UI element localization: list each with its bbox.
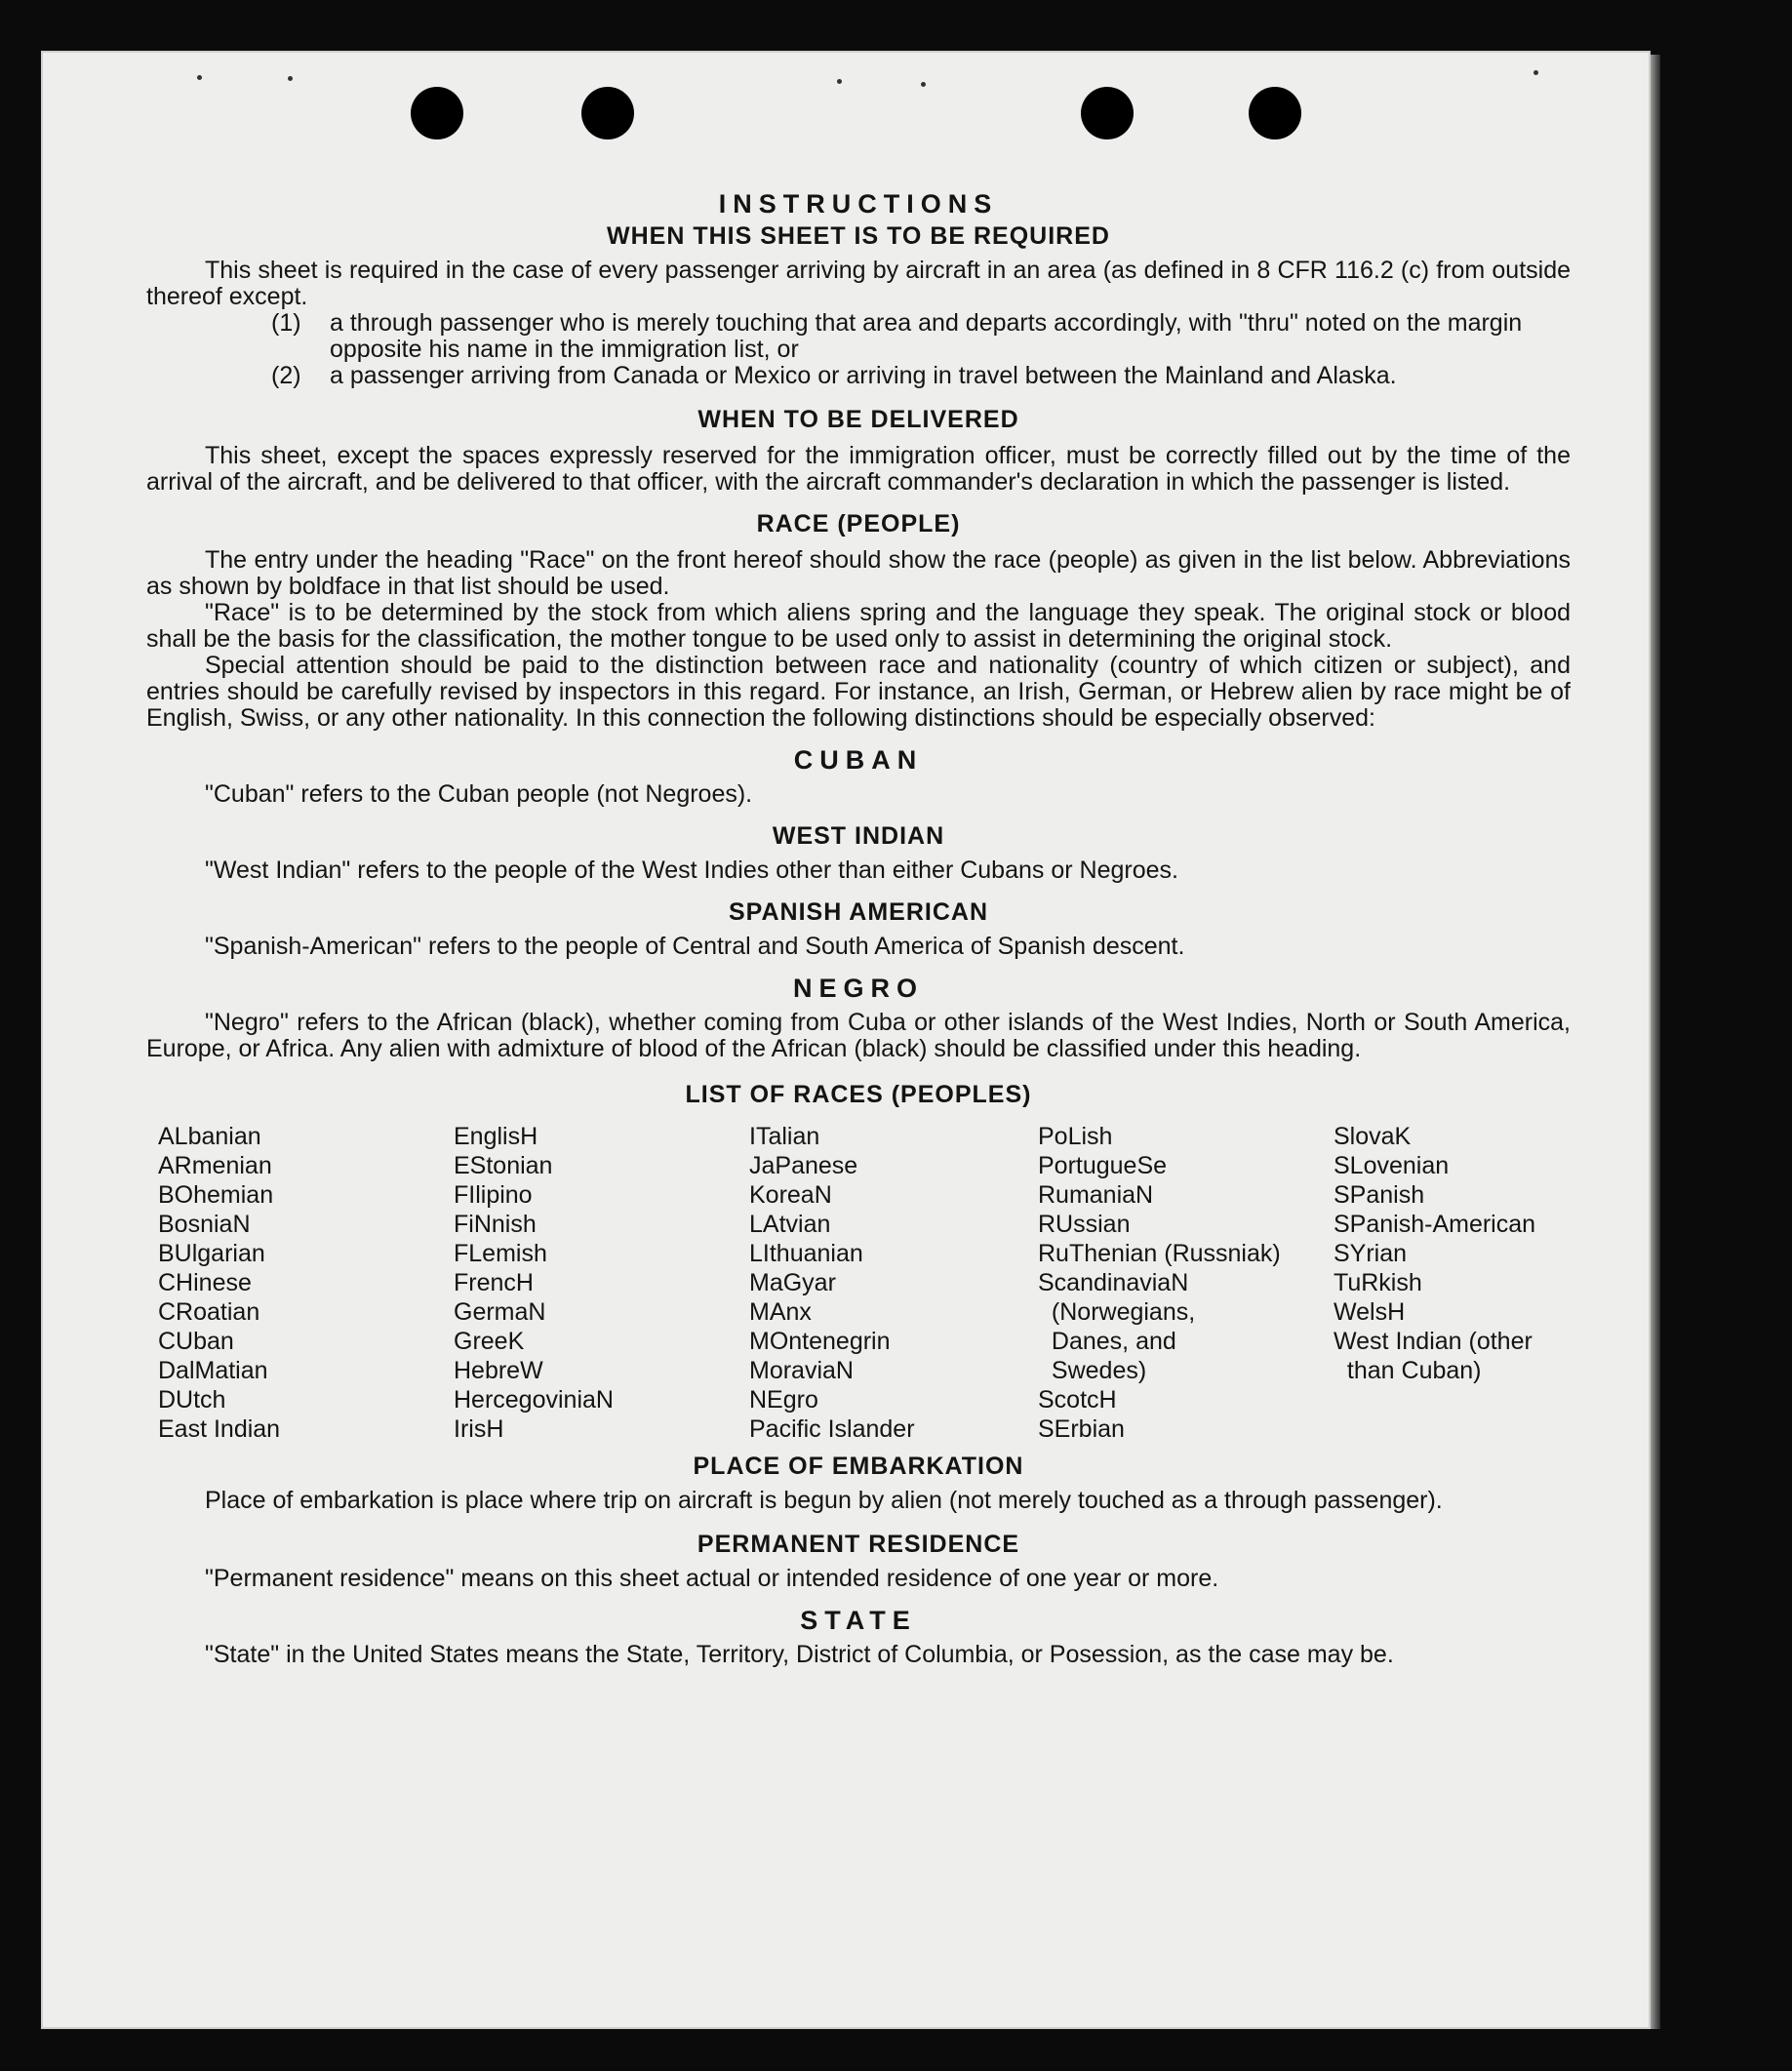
race-item: EnglisH [454, 1123, 538, 1150]
paragraph-spanish-american: "Spanish-American" refers to the people of Central and South America of Spanish descent. [205, 933, 1185, 960]
instructions-body [146, 191, 1571, 1668]
races-column [454, 1122, 749, 1444]
heading-residence: PERMANENT RESIDENCE [697, 1531, 1020, 1558]
paragraph-negro: "Negro" refers to the African (black), whether coming from Cuba or other islands of the West Indies, North or South America, Europe, or Africa. Any alien with admixture of blood of the African (black) should be classified under this heading. [146, 1009, 1571, 1062]
list-item: (1) a through passenger who is merely touching that area and departs accordingly, with "thru" noted on the margin opposite his name in the immigration list, or [271, 309, 1523, 363]
race-item: (Norwegians, [1038, 1298, 1196, 1326]
race-item: MOntenegrin [749, 1328, 891, 1355]
race-item: ALbanian [158, 1123, 261, 1150]
paragraph-west-indian: "West Indian" refers to the people of the West Indies other than either Cubans or Negroes. [205, 856, 1178, 884]
paragraph-residence: "Permanent residence" means on this sheet actual or intended residence of one year or more. [205, 1565, 1219, 1592]
races-column [1038, 1122, 1334, 1444]
dust-speck [921, 82, 926, 87]
race-item: Danes, and [1038, 1328, 1176, 1355]
race-item: FrencH [454, 1269, 534, 1296]
dust-speck [1533, 70, 1538, 75]
race-item: MAnx [749, 1298, 812, 1326]
race-item: RumaniaN [1038, 1181, 1154, 1209]
races-list [158, 1122, 1571, 1444]
race-item: HercegoviniaN [454, 1386, 614, 1414]
punch-hole [1081, 87, 1134, 139]
heading-negro: NEGRO [792, 974, 924, 1003]
race-item: NEgro [749, 1386, 818, 1414]
paragraph-cuban: "Cuban" refers to the Cuban people (not Negroes). [205, 780, 753, 808]
race-item: HebreW [454, 1357, 543, 1384]
races-column [749, 1122, 1038, 1444]
race-item: SlovaK [1334, 1123, 1412, 1150]
race-item: SErbian [1038, 1415, 1125, 1443]
punch-hole [581, 87, 634, 139]
heading-west-indian: WEST INDIAN [772, 822, 945, 850]
heading-delivered: WHEN TO BE DELIVERED [697, 406, 1019, 433]
race-item: BOhemian [158, 1181, 274, 1209]
race-item: CRoatian [158, 1298, 260, 1326]
race-item: ScotcH [1038, 1386, 1117, 1414]
dust-speck [288, 76, 293, 81]
race-item: JaPanese [749, 1152, 858, 1179]
paragraph-race-1: The entry under the heading "Race" on the front hereof should show the race (people) as given in the list below. Abbreviations as shown by boldface in that list should be used. [146, 546, 1571, 600]
race-item: ITalian [749, 1123, 820, 1150]
race-item: RuThenian (Russniak) [1038, 1240, 1281, 1267]
race-item: than Cuban) [1334, 1357, 1482, 1384]
dust-speck [837, 79, 842, 84]
race-item: CUban [158, 1328, 234, 1355]
race-item: SPanish-American [1334, 1211, 1536, 1238]
page-title: INSTRUCTIONS [718, 189, 999, 219]
race-item: EStonian [454, 1152, 553, 1179]
paragraph-race-3: Special attention should be paid to the distinction between race and nationality (country of which citizen or subject), and entries should be carefully revised by inspectors in this regard. For instance, an Irish, German, or Hebrew alien by race might be of English, Swiss, or any other nationality. In this connection the following distinctions should be especially observed: [146, 652, 1571, 732]
list-item: (2) a passenger arriving from Canada or Mexico or arriving in travel between the Mainland and Alaska. [271, 362, 1397, 389]
dust-speck [197, 75, 202, 80]
race-item: LAtvian [749, 1211, 831, 1238]
paragraph-race-2: "Race" is to be determined by the stock from which aliens spring and the language they speak. The original stock or blood shall be the basis for the classification, the mother tongue to be used only to assist in determining the original stock. [146, 599, 1571, 653]
race-item: MaGyar [749, 1269, 836, 1296]
paragraph-embarkation: Place of embarkation is place where trip on aircraft is begun by alien (not merely touched as a through passenger). [205, 1487, 1443, 1514]
race-item: DalMatian [158, 1357, 268, 1384]
race-item: ARmenian [158, 1152, 272, 1179]
race-item: PortugueSe [1038, 1152, 1168, 1179]
race-item: IrisH [454, 1415, 504, 1443]
sheet-edge [1651, 55, 1660, 2029]
heading-cuban: CUBAN [793, 745, 924, 775]
heading-list-of-races: LIST OF RACES (PEOPLES) [685, 1081, 1032, 1108]
race-item: Swedes) [1038, 1357, 1147, 1384]
races-column [158, 1122, 454, 1444]
race-item: East Indian [158, 1415, 281, 1443]
race-item: ScandinaviaN [1038, 1269, 1189, 1296]
race-item: BUlgarian [158, 1240, 265, 1267]
race-item: FiNnish [454, 1211, 537, 1238]
race-item: DUtch [158, 1386, 226, 1414]
heading-race: RACE (PEOPLE) [756, 510, 961, 538]
race-item: CHinese [158, 1269, 252, 1296]
races-column [1334, 1122, 1582, 1444]
race-item: SLovenian [1334, 1152, 1450, 1179]
heading-state: STATE [800, 1606, 917, 1635]
punch-hole [411, 87, 463, 139]
paragraph-delivered: This sheet, except the spaces expressly reserved for the immigration officer, must be correctly filled out by the time of the arrival of the aircraft, and be delivered to that officer, with the aircraft commander's declaration in which the passenger is listed. [146, 442, 1571, 496]
punch-hole [1249, 87, 1301, 139]
race-item: MoraviaN [749, 1357, 854, 1384]
race-item: KoreaN [749, 1181, 832, 1209]
race-item: BosniaN [158, 1211, 251, 1238]
race-item: FLemish [454, 1240, 547, 1267]
race-item: Pacific Islander [749, 1415, 915, 1443]
race-item: GermaN [454, 1298, 546, 1326]
race-item: SPanish [1334, 1181, 1425, 1209]
paragraph-state: "State" in the United States means the State, Territory, District of Columbia, or Posession, as the case may be. [205, 1641, 1394, 1668]
race-item: SYrian [1334, 1240, 1408, 1267]
heading-spanish-american: SPANISH AMERICAN [728, 898, 988, 926]
heading-embarkation: PLACE OF EMBARKATION [693, 1453, 1024, 1480]
heading-required: WHEN THIS SHEET IS TO BE REQUIRED [607, 222, 1110, 250]
race-item: WelsH [1334, 1298, 1406, 1326]
race-item: West Indian (other [1334, 1328, 1533, 1355]
race-item: LIthuanian [749, 1240, 863, 1267]
paragraph-required: This sheet is required in the case of every passenger arriving by aircraft in an area (as defined in 8 CFR 116.2 (c) from outside thereof except. [146, 257, 1571, 310]
race-item: RUssian [1038, 1211, 1131, 1238]
race-item: GreeK [454, 1328, 525, 1355]
race-item: FIlipino [454, 1181, 533, 1209]
race-item: PoLish [1038, 1123, 1113, 1150]
race-item: TuRkish [1334, 1269, 1422, 1296]
